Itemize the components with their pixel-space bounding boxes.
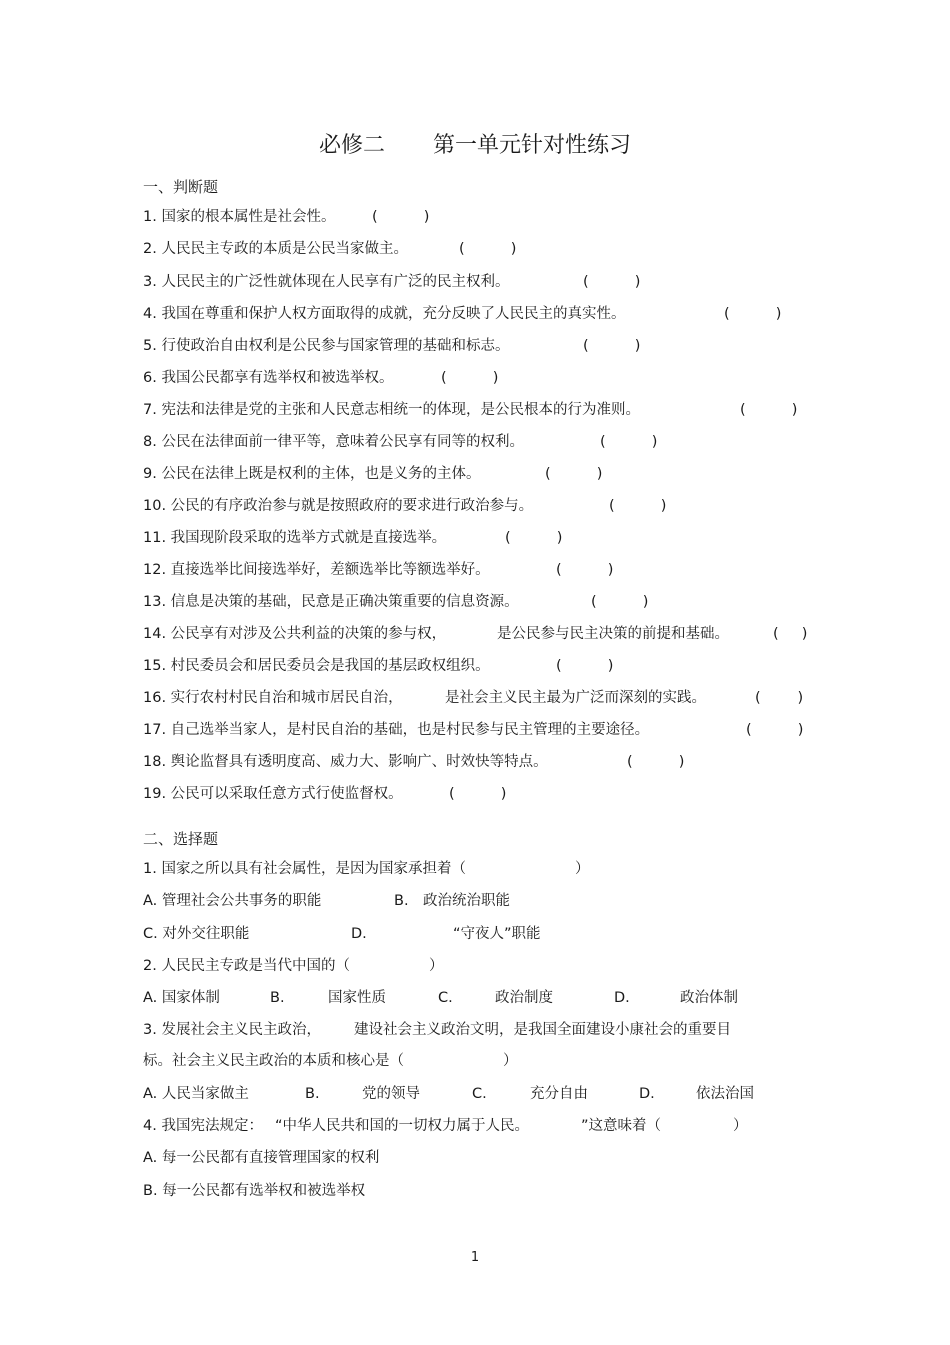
judgment-text: 4. 我国在尊重和保护人权方面取得的成就，充分反映了人民民主的真实性。 xyxy=(143,306,626,322)
judgment-text: 9. 公民在法律上既是权利的主体，也是义务的主体。 xyxy=(143,466,481,482)
answer-blank[interactable]: ( ) xyxy=(755,690,804,706)
answer-blank[interactable]: ( ) xyxy=(459,241,517,257)
judgment-text: 5. 行使政治自由权利是公民参与国家管理的基础和标志。 xyxy=(143,338,510,354)
answer-blank[interactable]: ( ) xyxy=(556,562,614,578)
answer-blank[interactable]: ( ) xyxy=(441,370,499,386)
judgment-text: 6. 我国公民都享有选举权和被选举权。 xyxy=(143,370,394,386)
option-c: 充分自由 xyxy=(530,1086,588,1102)
question-stem: 2. 人民民主专政是当代中国的（ xyxy=(143,958,350,974)
answer-blank[interactable]: ( ) xyxy=(505,530,563,546)
option-d: “守夜人”职能 xyxy=(453,926,541,942)
option-a: A. 每一公民都有直接管理国家的权利 xyxy=(143,1150,380,1166)
judgment-text: 14. 公民享有对涉及公共利益的决策的参与权， xyxy=(143,626,447,642)
section-heading-choice: 二、选择题 xyxy=(143,830,219,848)
answer-blank[interactable]: ( ) xyxy=(609,498,667,514)
judgment-text: 8. 公民在法律面前一律平等，意味着公民享有同等的权利。 xyxy=(143,434,524,450)
option-d-label: D. xyxy=(614,990,630,1006)
question-stem-part3: ”这意味着（ xyxy=(581,1118,662,1134)
answer-blank[interactable]: ( ) xyxy=(600,434,658,450)
judgment-text: 13. 信息是决策的基础，民意是正确决策重要的信息资源。 xyxy=(143,594,519,610)
option-d: 依法治国 xyxy=(696,1086,754,1102)
judgment-text: 15. 村民委员会和居民委员会是我国的基层政权组织。 xyxy=(143,658,490,674)
option-d: 政治体制 xyxy=(680,990,738,1006)
option-b-label: B. xyxy=(305,1086,320,1102)
page-title xyxy=(0,128,950,159)
option-b-label: B. xyxy=(270,990,285,1006)
option-a: A. 国家体制 xyxy=(143,990,220,1006)
answer-blank[interactable]: ( ) xyxy=(583,338,641,354)
judgment-text: 19. 公民可以采取任意方式行使监督权。 xyxy=(143,786,403,802)
answer-blank[interactable]: ( ) xyxy=(746,722,804,738)
judgment-text: 3. 人民民主的广泛性就体现在人民享有广泛的民主权利。 xyxy=(143,274,510,290)
title-part1: 必修二 xyxy=(318,133,385,158)
answer-blank[interactable]: ( ) xyxy=(556,658,614,674)
judgment-text: 17. 自己选举当家人，是村民自治的基础，也是村民参与民主管理的主要途径。 xyxy=(143,722,650,738)
question-stem-part1: 4. 我国宪法规定： xyxy=(143,1118,263,1134)
answer-blank[interactable]: ( ) xyxy=(583,274,641,290)
judgment-text: 10. 公民的有序政治参与就是按照政府的要求进行政治参与。 xyxy=(143,498,534,514)
judgment-text-continued: 是社会主义民主最为广泛而深刻的实践。 xyxy=(445,690,706,706)
judgment-text: 2. 人民民主专政的本质是公民当家做主。 xyxy=(143,241,408,257)
page-number: 1 xyxy=(470,1250,480,1265)
judgment-text: 11. 我国现阶段采取的选举方式就是直接选举。 xyxy=(143,530,447,546)
question-paren-close: ） xyxy=(429,958,444,974)
question-stem-part2: 建设社会主义政治文明，是我国全面建设小康社会的重要目 xyxy=(354,1022,731,1038)
judgment-text: 16. 实行农村村民自治和城市居民自治， xyxy=(143,690,403,706)
answer-blank[interactable]: ( ) xyxy=(773,626,808,642)
option-d-label: D. xyxy=(351,926,367,942)
option-b-label: B. xyxy=(394,893,409,909)
option-a: A. 人民当家做主 xyxy=(143,1086,249,1102)
answer-blank[interactable]: ( ) xyxy=(545,466,603,482)
question-stem-part2: “中华人民共和国的一切权力属于人民。 xyxy=(275,1118,530,1134)
option-c: C. 对外交往职能 xyxy=(143,926,250,942)
option-b: 党的领导 xyxy=(362,1086,420,1102)
judgment-text: 7. 宪法和法律是党的主张和人民意志相统一的体现，是公民根本的行为准则。 xyxy=(143,402,640,418)
question-stem-part1: 3. 发展社会主义民主政治， xyxy=(143,1022,321,1038)
answer-blank[interactable]: ( ) xyxy=(724,306,782,322)
judgment-text: 18. 舆论监督具有透明度高、威力大、影响广、时效快等特点。 xyxy=(143,754,548,770)
answer-blank[interactable]: ( ) xyxy=(591,594,649,610)
option-c-label: C. xyxy=(438,990,453,1006)
answer-blank[interactable]: ( ) xyxy=(627,754,685,770)
question-stem: 1. 国家之所以具有社会属性，是因为国家承担着（ xyxy=(143,861,466,877)
option-c-label: C. xyxy=(472,1086,487,1102)
answer-blank[interactable]: ( ) xyxy=(372,209,430,225)
option-b: 政治统治职能 xyxy=(423,893,510,909)
answer-blank[interactable]: ( ) xyxy=(449,786,507,802)
question-paren-close: ） xyxy=(575,861,590,877)
option-a: A. 管理社会公共事务的职能 xyxy=(143,893,322,909)
option-d-label: D. xyxy=(639,1086,655,1102)
judgment-text-continued: 是公民参与民主决策的前提和基础。 xyxy=(497,626,729,642)
option-b: B. 每一公民都有选举权和被选举权 xyxy=(143,1183,366,1199)
answer-blank[interactable]: ( ) xyxy=(740,402,798,418)
judgment-text: 1. 国家的根本属性是社会性。 xyxy=(143,209,336,225)
question-stem-part3: 标。社会主义民主政治的本质和核心是（ xyxy=(143,1053,404,1069)
title-part2: 第一单元针对性练习 xyxy=(433,133,632,158)
option-b: 国家性质 xyxy=(328,990,386,1006)
question-paren-close: ） xyxy=(733,1118,748,1134)
section-heading-judgment: 一、判断题 xyxy=(143,178,219,196)
judgment-text: 12. 直接选举比间接选举好，差额选举比等额选举好。 xyxy=(143,562,490,578)
question-paren-close: ） xyxy=(503,1053,518,1069)
option-c: 政治制度 xyxy=(495,990,553,1006)
